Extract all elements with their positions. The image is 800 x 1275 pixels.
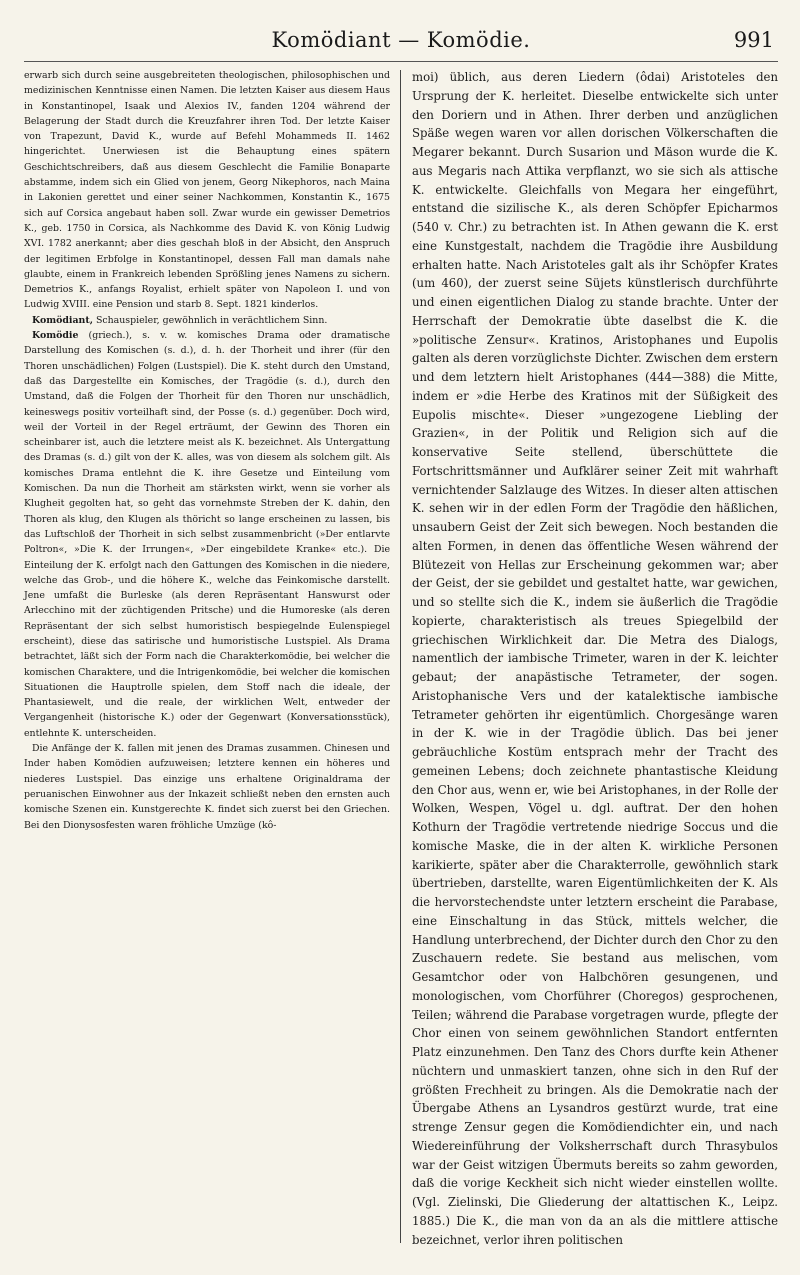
history-paragraph-text: Die Anfänge der K. fallen mit jenen des Dramas zusammen. Chinesen und Inder haben Komödien aufzuweisen; letztere kennen ein höheres und niederes Lustspiel. Das einzige uns erhaltene Originaldrama der peruanischen Einwohner aus der Inkazeit schließt neben den ernsten auch komische Szenen ein. Kunstgerechte K. findet sich zuerst bei den Griechen. Bei den Dionysosfesten waren fröhliche Umzüge (kô-	[24, 743, 391, 831]
right-column	[401, 68, 778, 1249]
entry-continuation-paragraph: erwarb sich durch seine ausgebreiteten theologischen, philosophischen und medizinischen Kenntnisse einen Namen. Die letzten Kaiser aus diesem Haus in Konstantinopel, Isaak und Alexios IV., fanden 1204 während der Belagerung der Stadt durch die Kreuzfahrer ihren Tod. Der letzte Kaiser von Trapezunt, David K., wurde auf Befehl Mohammeds II. 1462 hingerichtet. Unerwiesen ist die Behauptung eines spätern Geschichtschreibers, daß aus diesem Geschlecht die Familie Bonaparte abstamme, indem sich ein Glied von jenem, Georg Nikephoros, nach Maina in Lakonien gerettet und einer seiner Nachkommen, Konstantin K., 1675 sich auf Corsica angebaut haben soll. Zwar wurde ein gewisser Demetrios K., geb. 1750 in Corsica, als Nachkomme des David K. von König Ludwig XVI. 1782 anerkannt; aber dies geschah bloß in der Absicht, den Anspruch der legitimen Erbfolge in Konstantinopel, dessen Fall man damals nahe glaubte, einem in Frankreich lebenden Sprößling jenes Namens zu sichern. Demetrios K., anfangs Royalist, erhielt später von Napoleon I. und von Ludwig XVIII. eine Pension und starb 8. Sept. 1821 kinderlos.	[24, 70, 391, 311]
entry-komoedie	[24, 328, 390, 741]
headword-komoedie: Komödie	[32, 330, 79, 342]
entry-komoedie-text: (griech.), s. v. w. komisches Drama oder dramatische Darstellung des Komischen (s. d.), d. h. der Thorheit und ihrer (für den Thoren unschädlichen) Folgen (Lustspiel). Die K. steht durch den Umstand, daß das Dargestellte ein Komisches, der Tragödie (s. d.), durch den Umstand, daß die Folgen der Thorheit für den Thoren nur unschädlich, keineswegs positiv vorteilhaft sind, der Posse (s. d.) gegenüber. Doch wird, weil der Vorteil in der Regel erträumt, der Gewinn des Thoren ein scheinbarer ist, auch die letztere meist als K. bezeichnet. Als Untergattung des Dramas (s. d.) gilt von der K. alles, was von diesem als solchem gilt. Als komisches Drama entlehnt die K. ihre Gesetze und Einteilung vom Komischen. Da nun die Thorheit am stärksten wirkt, wenn sie vorher als Klugheit gegolten hat, so geht das vornehmste Streben der K. dahin, den Thoren als klug, den Klugen als thöricht so lange erscheinen zu lassen, bis das Luftschloß der Thorheit in sich selbst zusammenbricht (»Der entlarvte Poltron«, »Die K. der Irrungen«, »Der eingebildete Kranke« etc.). Die Einteilung der K. erfolgt nach den Gattungen des Komischen in die niedere, welche das Grob-, und die höhere K., welche das Feinkomische darstellt. Jene umfaßt die Burleske (als deren Repräsentant Hanswurst oder Arlecchino mit der züchtigenden Pritsche) und die Humoreske (als deren Repräsentant der sich selbst humoristisch bespiegelnde Eulenspiegel erscheint), diese das satirische und humoristische Lustspiel. Als Drama betrachtet, läßt sich der Form nach die Charakterkomödie, bei welcher die komischen Charaktere, und die Intrigenkomödie, bei welcher die komischen Situationen die Hauptrolle spielen, dem Stoff nach die ideale, der Phantasiewelt, und die reale, der wirklichen Welt, entweder der Vergangenheit (historische K.) oder der Gegenwart (Konversationsstück), entlehnte K. unterscheiden.	[24, 330, 391, 739]
entry-komoediant-text: Schauspieler, gewöhnlich in verächtlichem Sinn.	[92, 314, 328, 326]
text-columns	[24, 68, 778, 1249]
entry-komoediant	[24, 313, 390, 328]
history-paragraph	[24, 741, 390, 833]
page-number: 991	[733, 28, 774, 52]
header-rule	[24, 61, 778, 62]
page-header	[24, 18, 778, 62]
running-head: Komödiant — Komödie.	[271, 28, 531, 52]
right-column-paragraph: moi) üblich, aus deren Liedern (ôdai) Aristoteles den Ursprung der K. herleitet. Dieselbe entwickelte sich unter den Doriern und in Athen. Ihrer derben und anzüglichen Späße wegen waren vor allen dorischen Völkerschaften die Megarer bekannt. Durch Susarion und Mäson wurde die K. aus Megaris nach Attika verpflanzt, wo sie sich als attische K. entwickelte. Gleichfalls von Megara her eingeführt, entstand die sizilische K., als deren Schöpfer Epicharmos (540 v. Chr.) zu betrachten ist. In Athen gewann die K. erst eine Kunstgestalt, nachdem die Tragödie ihre Ausbildung erhalten hatte. Nach Aristoteles galt als ihr Schöpfer Krates (um 460), der zuerst seine Süjets künstlerisch durchführte und einen eigentlichen Dialog zu stande brachte. Unter der Herrschaft der Demokratie übte daselbst die K. die »politische Zensur«. Kratinos, Aristophanes und Eupolis galten als deren vorzüglichste Dichter. Zwischen dem erstern und dem letztern hielt Aristophanes (444—388) die Mitte, indem er »die Herbe des Kratinos mit der Süßigkeit des Eupolis mischte«. Dieser »ungezogene Liebling der Grazien«, in der Politik und Religion sich auf die konservative Seite stellend, überschüttete die Fortschrittsmänner und Aufklärer seiner Zeit mit wahrhaft vernichtender Salzlauge des Witzes. In dieser alten attischen K. sehen wir in der edlen Form der Tragödie den häßlichen, unsaubern Geist der Zeit sich bewegen. Noch bestanden die alten Formen, in denen das öffentliche Wesen während der Blütezeit von Hellas zur Erscheinung gekommen war; aber der Geist, der sie gebildet und gestaltet hatte, war gewichen, und so stellte sich die K., indem sie äußerlich die Tragödie kopierte, charakteristisch als treues Spiegelbild der griechischen Wirklichkeit dar. Die Metra des Dialogs, namentlich der iambische Trimeter, waren in der K. leichter gebaut; der anapästische Tetrameter, der sogen. Aristophanische Vers und der katalektische iambische Tetrameter gehörten ihr eigentümlich. Chorgesänge waren in der K. wie in der Tragödie üblich. Das bei jener gebräuchliche Kostüm entsprach mehr der Tracht des gemeinen Lebens; doch zeichnete phantastische Kleidung den Chor aus, wenn er, wie bei Aristophanes, in der Rolle der Wolken, Wespen, Vögel u. dgl. auftrat. Der den hohen Kothurn der Tragödie vertretende niedrige Soccus und die komische Maske, die in der alten K. wirkliche Personen karikierte, später aber die Charakterrolle, gewöhnlich stark übertrieben, darstellte, waren Eigentümlichkeiten der K. Als die hervorstechendste unter letztern erscheint die Parabase, eine Einschaltung in das Stück, mittels welcher, die Handlung unterbrechend, der Dichter durch den Chor zu den Zuschauern redete. Sie bestand aus melischen, vom Gesamtchor oder von Halbchören gesungenen, und monologischen, vom Chorführer (Choregos) gesprochenen, Teilen; während die Parabase vorgetragen wurde, pflegte der Chor einen von seinem gewöhnlichen Standort entfernten Platz einzunehmen. Den Tanz des Chors durfte kein Athener nüchtern und unmaskiert tanzen, ohne sich in den Ruf der größten Frechheit zu bringen. Als die Demokratie nach der Übergabe Athens an Lysandros gestürzt wurde, trat eine strenge Zensur gegen die Komödiendichter ein, und nach Wiedereinführung der Volksherrschaft durch Thrasybulos war der Geist witzigen Übermuts bereits so zahm geworden, daß die vorige Keckheit sich nicht wieder einstellen wollte. (Vgl. Zielinski, Die Gliederung der altattischen K., Leipz. 1885.) Die K., die man von da an als die mittlere attische bezeichnet, verlor ihren politischen	[411, 70, 778, 1247]
left-column	[24, 68, 400, 1249]
headword-komoediant: Komödiant,	[32, 314, 93, 326]
